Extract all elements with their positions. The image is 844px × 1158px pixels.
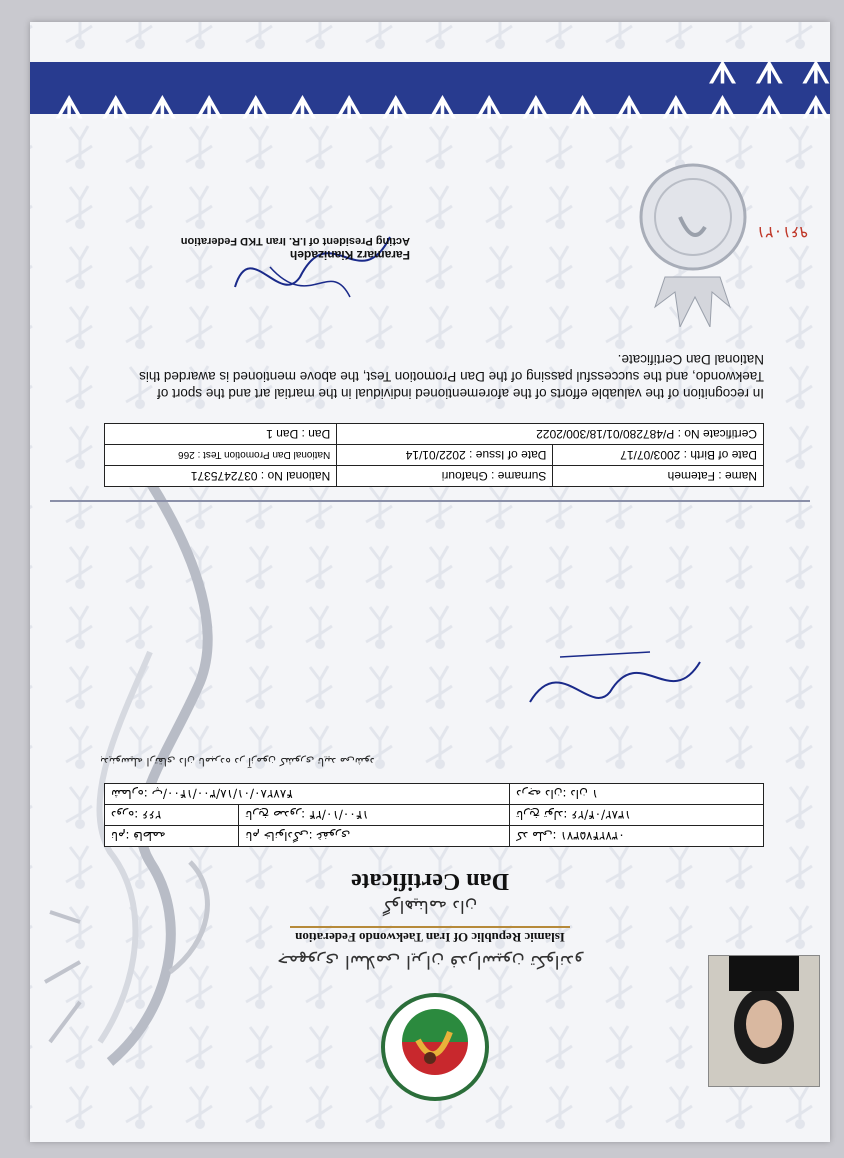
table-row xyxy=(105,445,764,466)
title-divider xyxy=(290,926,570,928)
federation-name-en: Islamic Republic Of Iran Taekwondo Federation xyxy=(295,930,565,945)
banner-glyphs: ᗐ ᗐ ᗐ ᗐ ᗐ ᗐ ᗐ ᗐ ᗐ ᗐ ᗐ ᗐ ᗐ ᗐ ᗐ ᗐ ᗐ ᗐ ᗐ ᗐ xyxy=(50,53,830,123)
table-cell: Dan : Dan 1 xyxy=(105,424,337,445)
table-row xyxy=(105,466,764,487)
phoenix-hologram xyxy=(40,462,230,1102)
certificate-paper xyxy=(30,22,830,1142)
table-cell: National No : 0372475371 xyxy=(105,466,337,487)
table-cell: Surname : Ghafouri xyxy=(337,466,553,487)
signature-fa xyxy=(510,632,710,722)
persian-paragraph: بدینوسیله ارتقای دان نامبرده در آزمون کشوری تایید می‌شود xyxy=(100,755,375,768)
certificate-title-fa: گواهینامه دان xyxy=(382,896,478,916)
serial-number: ۹۶۱۰۲۱ xyxy=(756,223,808,242)
signature-president xyxy=(220,207,410,317)
table-cell: نام خانوادگی: غفوری xyxy=(239,826,510,847)
table-cell: تاریخ صدور: ۱۴۰۰/۱۰/۲۴ xyxy=(239,805,510,826)
table-row xyxy=(105,826,764,847)
table-cell: Certificate No : P/487280/01/18/300/2022 xyxy=(337,424,764,445)
english-paragraph: In recognition of the valuable efforts of the aforementioned individual in the martial art and the sport of Taekwondo, and the successful passing of the Dan Promotion Test, the above mentioned is awarded this National Dan Certificate. xyxy=(139,352,764,401)
table-cell: شماره: پ/۴۸۷۲۸۰/۰۱/۱۸/۳۰۰/۱۴۰۰ xyxy=(105,784,510,805)
federation-name-fa: جمهوری اسلامی ایران فدراسیون تکواندو xyxy=(277,951,583,972)
top-banner xyxy=(30,53,830,123)
table-cell: نام: فاطمه xyxy=(105,826,239,847)
table-cell: درجه دان: دان ۱ xyxy=(510,784,764,805)
english-details-table xyxy=(104,423,764,487)
table-row xyxy=(105,805,764,826)
table-cell: کد ملی: ۰۳۷۲۴۷۵۳۷۱ xyxy=(510,826,764,847)
table-cell: تاریخ تولد: ۱۳۸۲/۰۴/۲۶ xyxy=(510,805,764,826)
signer-title: Acting President of I.R. Iran TKD Federation xyxy=(180,235,410,247)
table-cell: Name : Fatemeh xyxy=(553,466,764,487)
federation-logo xyxy=(380,992,490,1102)
table-cell: National Dan Promotion Test : 266 xyxy=(105,445,337,466)
section-divider xyxy=(50,500,810,502)
certificate-title-en: Dan Certificate xyxy=(351,868,509,894)
signer-name: Faramarz Kianizadeh xyxy=(289,248,410,262)
table-row xyxy=(105,424,764,445)
hologram-seal xyxy=(635,142,750,327)
table-cell: Date of Birth : 2003/07/17 xyxy=(553,445,764,466)
table-cell: Date of Issue : 2022/01/14 xyxy=(337,445,553,466)
persian-details-table xyxy=(104,783,764,847)
holder-photo xyxy=(708,955,820,1087)
table-cell: دوره: ۲۶۶ xyxy=(105,805,239,826)
table-row xyxy=(105,784,764,805)
